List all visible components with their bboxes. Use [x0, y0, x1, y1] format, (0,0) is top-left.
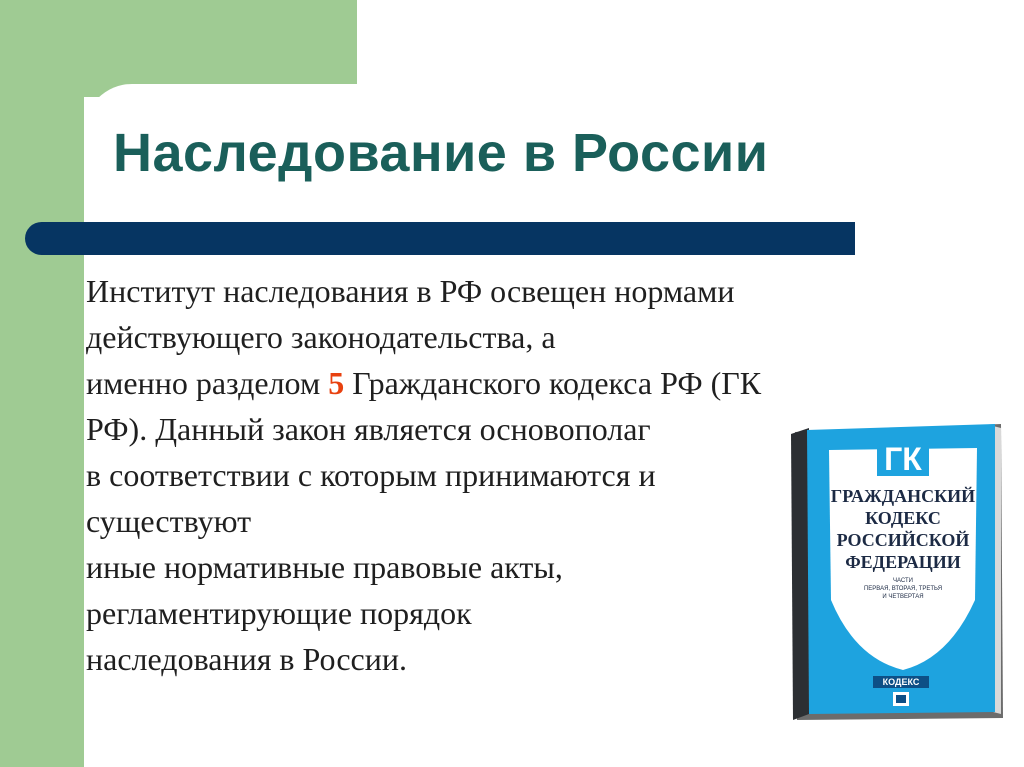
book-subtitle-line-2: ПЕРВАЯ, ВТОРАЯ, ТРЕТЬЯ [863, 586, 943, 592]
title-divider-bar [25, 222, 855, 255]
book-title-line-3: РОССИЙСКОЙ [836, 530, 970, 550]
green-side-strip [0, 0, 84, 767]
body-line-4: РФ). Данный закон является основополаг [86, 411, 651, 447]
body-line-8: регламентирующие порядок [86, 595, 472, 631]
body-line-2: действующего законодательства, а [86, 319, 556, 355]
book-title-line-1: ГРАЖДАНСКИЙ [830, 486, 976, 506]
section-number: 5 [328, 365, 345, 401]
body-line-6: существуют [86, 503, 252, 539]
green-top-block [0, 0, 357, 97]
gk-badge: ГК [884, 441, 922, 477]
book-illustration [789, 420, 1004, 720]
book-subtitle-line-1: ЧАСТИ [893, 578, 913, 584]
civil-code-book-image [789, 420, 1004, 720]
body-line-1: Институт наследования в РФ освещен нормами [86, 273, 735, 309]
book-title-line-2: КОДЕКС [865, 508, 941, 528]
book-subtitle-line-3: И ЧЕТВЕРТАЯ [882, 594, 924, 600]
body-line-5: в соответствии с которым принимаются и [86, 457, 656, 493]
publisher-name: КОДЕКС [882, 677, 920, 687]
body-line-3-end: Гражданского кодекса РФ (ГК [344, 365, 762, 401]
book-title-line-4: ФЕДЕРАЦИИ [845, 552, 961, 572]
body-line-9: наследования в России. [86, 641, 407, 677]
body-line-3-start: именно разделом [86, 365, 329, 401]
slide-title: Наследование в России [113, 123, 769, 183]
publisher-logo-mark [896, 695, 906, 703]
book-spine [791, 428, 809, 720]
body-line-7: иные нормативные правовые акты, [86, 549, 563, 585]
body-line-3 [86, 360, 966, 406]
